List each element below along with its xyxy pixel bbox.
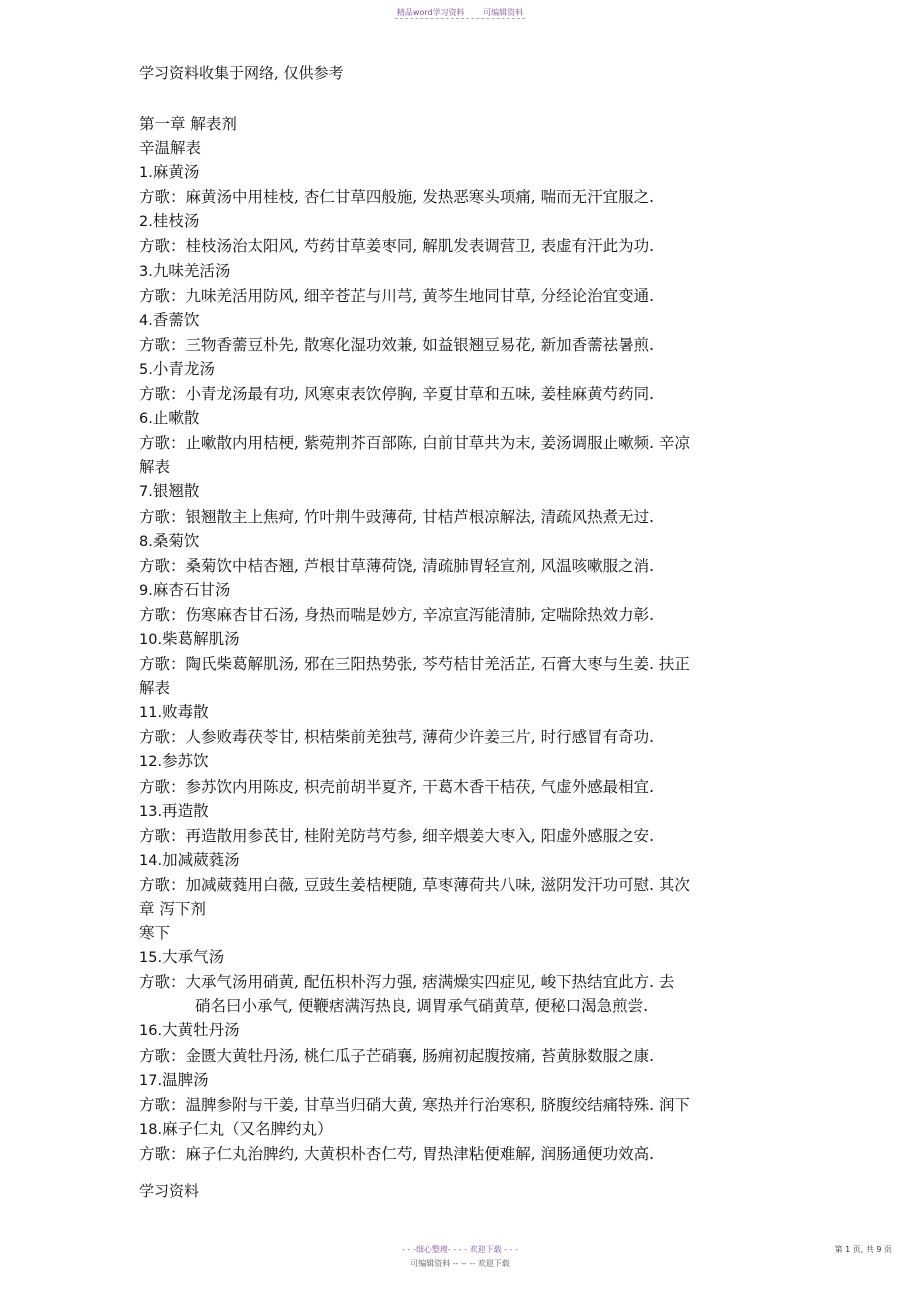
formula-heading [139, 1117, 759, 1142]
top-banner-right: 可编辑资料 [483, 8, 524, 17]
formula-number: 9. [139, 582, 153, 599]
line-text: 再造散 [162, 801, 209, 820]
formula-number: 15. [139, 950, 163, 967]
formula-heading [139, 357, 759, 382]
footer-note: 学习资料 [139, 1182, 200, 1200]
formula-heading [139, 160, 759, 185]
line-text: 加减葳蕤汤 [162, 850, 240, 869]
source-note: 学习资料收集于网络, 仅供参考 [139, 64, 344, 82]
line-text: 解表 [139, 679, 171, 698]
formula-number: 6. [139, 411, 153, 428]
text-line [139, 505, 759, 529]
line-text: 麻黄汤 [152, 163, 200, 182]
line-text: 方歌：陶氏柴葛解肌汤, 邪在三阳热势张, 芩芍桔甘羌活芷, 石膏大枣与生姜. 扶正 [139, 655, 690, 674]
line-text: 大黄牡丹汤 [162, 1021, 240, 1040]
formula-heading [139, 308, 759, 333]
top-divider [395, 18, 525, 19]
formula-heading [139, 406, 759, 431]
line-text: 方歌：伤寒麻杏甘石汤, 身热而喘是妙方, 辛凉宣泻能清肺, 定喘除热效力彰. [139, 605, 654, 624]
line-text: 九味羌活汤 [152, 261, 231, 280]
text-line [139, 382, 759, 406]
line-text: 第一章 解表剂 [139, 115, 237, 133]
text-line [139, 921, 759, 945]
formula-number: 16. [139, 1023, 163, 1040]
formula-heading [139, 578, 759, 603]
line-text: 方歌：麻黄汤中用桂枝, 杏仁甘草四般施, 发热恶寒头项痛, 喘而无汗宜服之. [139, 188, 654, 207]
formula-number: 14. [139, 852, 163, 869]
document-body [139, 62, 759, 1166]
text-line [139, 897, 759, 921]
line-text: 方歌：参苏饮内用陈皮, 枳壳前胡半夏齐, 干葛木香干桔茯, 气虚外感最相宜. [139, 777, 654, 796]
text-line [139, 112, 759, 136]
formula-heading [139, 945, 759, 970]
formula-number: 8. [139, 533, 153, 550]
line-text: 方歌：麻子仁丸治脾约, 大黄枳朴杏仁芍, 胃热津粘便难解, 润肠通便功效高. [139, 1144, 654, 1163]
line-text: 柴葛解肌汤 [162, 629, 240, 648]
formula-heading [139, 749, 759, 774]
formula-heading [139, 1068, 759, 1093]
line-text: 辛温解表 [139, 139, 202, 158]
line-text: 方歌：人参败毒茯苓甘, 枳桔柴前羌独芎, 薄荷少许姜三片, 时行感冒有奇功. [139, 728, 654, 747]
footer-line-1: - - -细心整理- - - - 欢迎下载 - - - [402, 1245, 518, 1254]
formula-heading [139, 627, 759, 652]
text-line [139, 136, 759, 160]
formula-number: 11. [139, 705, 163, 722]
formula-number: 13. [139, 803, 163, 820]
formula-heading [139, 799, 759, 824]
line-text: 硝名曰小承气, 便鞭痞满泻热良, 调胃承气硝黄草, 便秘口渴急煎尝. [195, 997, 648, 1016]
line-text: 银翘散 [152, 482, 200, 501]
text-line [139, 970, 759, 994]
formula-heading [139, 209, 759, 234]
content-lines [139, 112, 759, 1166]
text-line [139, 333, 759, 357]
top-banner-left: 精品word学习资料 [396, 8, 465, 17]
line-text: 章 泻下剂 [139, 900, 206, 918]
line-text: 麻杏石甘汤 [152, 580, 231, 599]
line-text: 方歌：银翘散主上焦疴, 竹叶荆牛豉薄荷, 甘桔芦根凉解法, 清疏风热煮无过. [139, 507, 654, 526]
line-text: 止嗽散 [152, 409, 200, 428]
text-line [139, 994, 759, 1018]
text-line [139, 284, 759, 308]
formula-number: 4. [139, 312, 153, 329]
text-line [139, 603, 759, 627]
top-banner [0, 7, 920, 18]
formula-heading [139, 700, 759, 725]
text-line [139, 1142, 759, 1166]
text-line [139, 873, 759, 897]
line-text: 方歌：止嗽散内用桔梗, 紫菀荆芥百部陈, 白前甘草共为末, 姜汤调服止嗽频. 辛凉 [139, 434, 690, 453]
formula-number: 7. [139, 484, 153, 501]
formula-heading [139, 1018, 759, 1043]
line-text: 香薷饮 [152, 310, 200, 329]
line-text: 方歌：桂枝汤治太阳风, 芍药甘草姜枣同, 解肌发表调营卫, 表虚有汗此为功. [139, 237, 654, 256]
text-line [139, 431, 759, 455]
line-text: 方歌：加减葳蕤用白薇, 豆豉生姜桔梗随, 草枣薄荷共八味, 滋阴发汗功可慰. 其次 [139, 875, 690, 894]
formula-number: 18. [139, 1121, 163, 1138]
text-line [139, 775, 759, 799]
line-text: 方歌：再造散用参芪甘, 桂附羌防芎芍参, 细辛煨姜大枣入, 阳虚外感服之安. [139, 826, 654, 845]
text-line [139, 455, 759, 479]
line-text: 方歌：桑菊饮中桔杏翘, 芦根甘草薄荷饶, 清疏肺胃轻宣剂, 风温咳嗽服之消. [139, 556, 654, 575]
formula-heading [139, 259, 759, 284]
line-text: 败毒散 [162, 703, 209, 722]
formula-heading [139, 529, 759, 554]
page-number: 第 1 页, 共 9 页 [834, 1245, 892, 1254]
line-text: 小青龙汤 [152, 359, 215, 378]
text-line [139, 554, 759, 578]
line-text: 方歌：三物香薷豆朴先, 散寒化湿功效兼, 如益银翘豆易花, 新加香薷祛暑煎. [139, 335, 654, 354]
formula-number: 2. [139, 214, 153, 231]
formula-heading [139, 479, 759, 504]
text-line [139, 676, 759, 700]
text-line [139, 234, 759, 258]
line-text: 大承气汤 [162, 948, 225, 967]
line-text: 方歌：金匮大黄牡丹汤, 桃仁瓜子芒硝襄, 肠痈初起腹按痛, 苔黄脉数服之康. [139, 1046, 654, 1065]
line-text: 参苏饮 [162, 752, 209, 771]
line-text: 方歌：九味羌活用防风, 细辛苍芷与川芎, 黄芩生地同甘草, 分经论治宜变通. [139, 286, 654, 305]
formula-number: 10. [139, 631, 163, 648]
line-text: 桂枝汤 [152, 212, 200, 231]
footer-line-2: 可编辑资料 -- -- -- 欢迎下载 [410, 1259, 510, 1268]
line-text: 方歌：小青龙汤最有功, 风寒束表饮停胸, 辛夏甘草和五味, 姜桂麻黄芍药同. [139, 385, 654, 404]
line-text: 解表 [139, 458, 171, 477]
line-text: 温脾汤 [162, 1070, 209, 1089]
formula-heading [139, 848, 759, 873]
line-text: 桑菊饮 [152, 531, 200, 550]
text-line [139, 652, 759, 676]
formula-number: 3. [139, 263, 153, 280]
text-line [139, 185, 759, 209]
formula-number: 12. [139, 754, 163, 771]
formula-number: 5. [139, 361, 153, 378]
text-line [139, 725, 759, 749]
line-text: 方歌：大承气汤用硝黄, 配伍枳朴泻力强, 痞满燥实四症见, 峻下热结宜此方. 去 [139, 973, 675, 992]
text-line [139, 1093, 759, 1117]
formula-number: 1. [139, 165, 153, 182]
text-line [139, 1044, 759, 1068]
line-text: 麻子仁丸（又名脾约丸） [162, 1119, 333, 1138]
line-text: 寒下 [139, 924, 171, 943]
formula-number: 17. [139, 1072, 163, 1089]
line-text: 方歌：温脾参附与干姜, 甘草当归硝大黄, 寒热并行治寒积, 脐腹绞结痛特殊. 润下 [139, 1095, 690, 1114]
text-line [139, 824, 759, 848]
